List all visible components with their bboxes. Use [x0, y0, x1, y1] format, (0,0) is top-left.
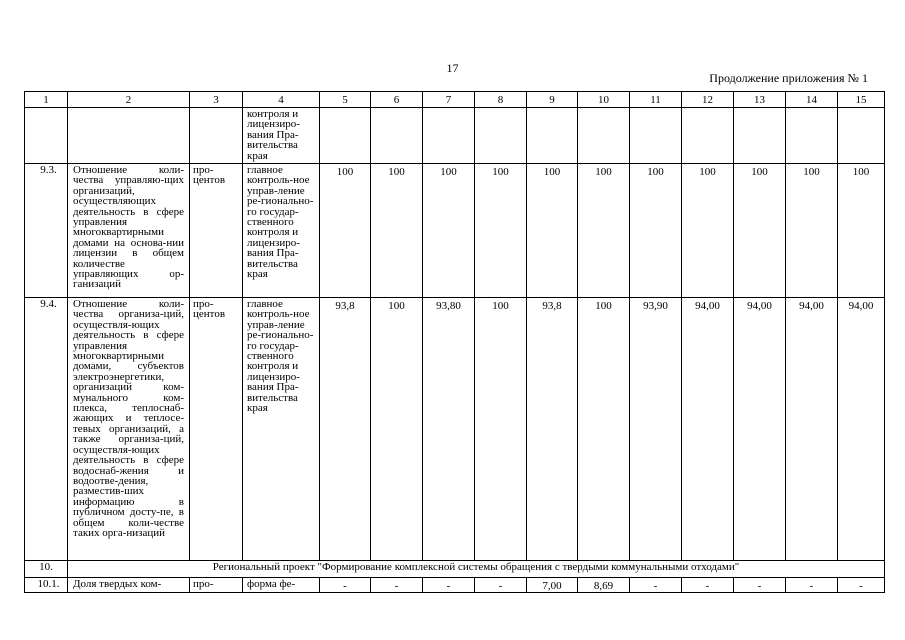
section-title: Региональный проект "Формирование комплексной системы обращения с твердыми коммунальными отходами" [68, 561, 885, 578]
value-cell: 100 [320, 164, 371, 298]
column-number: 9 [527, 92, 578, 108]
responsible-cell: форма фе- [243, 578, 320, 593]
column-number: 10 [578, 92, 630, 108]
column-number: 3 [190, 92, 243, 108]
value-cell: 100 [682, 164, 734, 298]
table-row-continued [25, 108, 885, 164]
column-number: 15 [838, 92, 885, 108]
responsible-cell: главное контроль-ное управ-ление ре-гионально-го государ-ственного контроля и лицензиро-вания Пра-вительства края [243, 164, 320, 298]
value-cell: 93,90 [630, 298, 682, 561]
value-cell: - [786, 578, 838, 593]
value-cell: - [682, 578, 734, 593]
value-cell: 100 [371, 164, 423, 298]
responsible-cell: контроля и лицензиро-вания Пра-вительства края [243, 108, 320, 164]
column-number-row [25, 92, 885, 108]
value-cell: 93,80 [423, 298, 475, 561]
section-row [25, 561, 885, 578]
indicator-name: Доля твердых ком- [68, 578, 190, 593]
value-cell: 94,00 [734, 298, 786, 561]
section-code: 10. [25, 561, 68, 578]
value-cell: 100 [838, 164, 885, 298]
table-row [25, 578, 885, 593]
value-cell: - [320, 578, 371, 593]
table-row [25, 298, 885, 561]
value-cell: 8,69 [578, 578, 630, 593]
appendix-note: Продолжение приложения № 1 [709, 71, 868, 85]
value-cell: - [838, 578, 885, 593]
value-cell: 100 [475, 164, 527, 298]
unit-cell: про-центов [190, 164, 243, 298]
value-cell: 93,8 [320, 298, 371, 561]
value-cell: 100 [786, 164, 838, 298]
value-cell: - [423, 578, 475, 593]
value-cell: - [475, 578, 527, 593]
column-number: 2 [68, 92, 190, 108]
indicator-name: Отношение коли-чества управляю-щих организаций, осуществляющих деятельность в сфере управления многоквартирными домами на основа-нии лицензии в общем количестве управляющих ор-ганизаций [68, 164, 190, 298]
page-number: 17 [446, 61, 459, 75]
row-code: 9.3. [25, 164, 68, 298]
column-number: 6 [371, 92, 423, 108]
value-cell: 7,00 [527, 578, 578, 593]
column-number: 13 [734, 92, 786, 108]
value-cell: 93,8 [527, 298, 578, 561]
value-cell: 100 [578, 164, 630, 298]
responsible-cell: главное контроль-ное управ-ление ре-гионально-го государ-ственного контроля и лицензиро-вания Пра-вительства края [243, 298, 320, 561]
indicators-table [24, 91, 885, 593]
column-number: 7 [423, 92, 475, 108]
column-number: 11 [630, 92, 682, 108]
indicator-name: Отношение коли-чества организа-ций, осуществля-ющих деятельность в сфере управления многоквартирными домами, субъектов электроэнергетики, организаций ком-мунального ком-плекса, теплоснаб-жающих и теплосе-тевых организаций, а также организа-ций, осуществля-ющих деятельность в сфере водоснаб-жения и водоотве-дения, разместив-ших информацию в публичном досту-пе, в общем коли-честве таких орга-низаций [68, 298, 190, 561]
value-cell: 94,00 [838, 298, 885, 561]
column-number: 5 [320, 92, 371, 108]
column-number: 4 [243, 92, 320, 108]
unit-cell: про- [190, 578, 243, 593]
column-number: 14 [786, 92, 838, 108]
table-row [25, 164, 885, 298]
column-number: 8 [475, 92, 527, 108]
value-cell: - [371, 578, 423, 593]
value-cell: 100 [371, 298, 423, 561]
row-code: 10.1. [25, 578, 68, 593]
column-number: 1 [25, 92, 68, 108]
value-cell: - [630, 578, 682, 593]
value-cell: 100 [630, 164, 682, 298]
value-cell: 94,00 [682, 298, 734, 561]
value-cell: 100 [423, 164, 475, 298]
column-number: 12 [682, 92, 734, 108]
value-cell: 100 [734, 164, 786, 298]
value-cell: - [734, 578, 786, 593]
value-cell: 100 [527, 164, 578, 298]
value-cell: 100 [475, 298, 527, 561]
value-cell: 100 [578, 298, 630, 561]
value-cell: 94,00 [786, 298, 838, 561]
row-code: 9.4. [25, 298, 68, 561]
unit-cell: про-центов [190, 298, 243, 561]
